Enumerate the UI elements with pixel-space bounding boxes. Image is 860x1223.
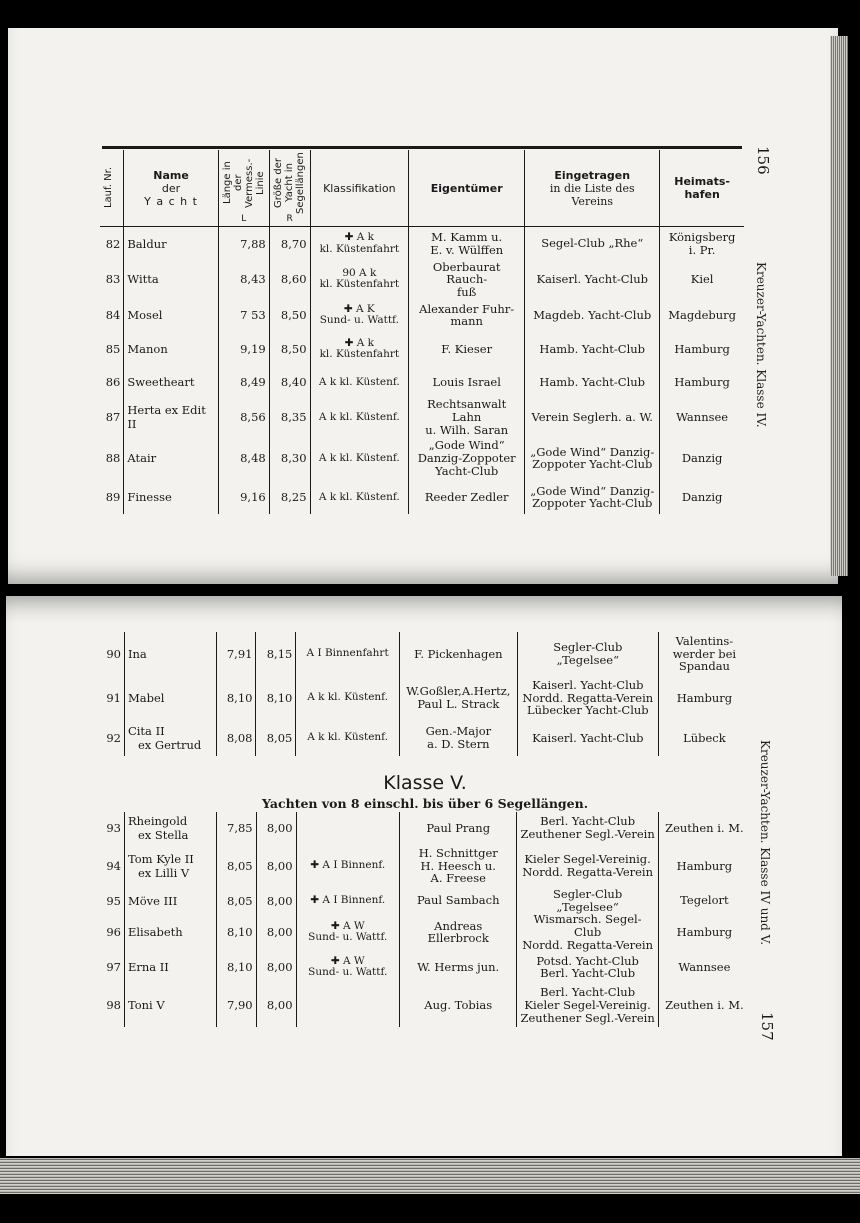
cell-line: ex Lilli V	[137, 866, 190, 880]
cell-laenge: 8,05	[216, 844, 256, 888]
cell-line: Magdeburg	[668, 308, 737, 323]
cell-line: werder bei	[672, 646, 737, 661]
cell-line: Kieler Segel-Vereinig.	[524, 852, 651, 867]
cell-eingetragen	[525, 398, 660, 436]
cell-eingetragen	[525, 227, 660, 261]
cell-heimatshafen	[660, 261, 744, 299]
cell-name: Mosel	[124, 298, 218, 332]
cell-line: A k kl. Küstenf.	[318, 451, 400, 464]
cell-line: Hamburg	[676, 858, 733, 873]
cell-line: Danzig	[681, 451, 723, 466]
cell-line: ✚ A k	[344, 231, 375, 244]
header-laenge: Länge in der Vermess.-Linie L	[218, 150, 269, 227]
table-klasse-iv-bottom	[100, 632, 750, 756]
cell-heimatshafen	[660, 366, 744, 398]
table-row	[100, 812, 750, 844]
cell-line: kl. Küstenfahrt	[319, 278, 400, 291]
cell-line: Hamburg	[676, 690, 733, 705]
cell-groesse: 8,25	[269, 480, 310, 514]
table-row	[100, 298, 744, 332]
cell-line: u. Wilh. Saran	[425, 422, 509, 437]
cell-laenge: 8,48	[218, 436, 269, 480]
cell-line: Tegelort	[680, 893, 729, 908]
cell-name: Manon	[124, 332, 218, 366]
cell-eigentuemer	[399, 951, 516, 983]
cell-groesse: 8,15	[256, 632, 296, 676]
cell-groesse: 8,40	[269, 366, 310, 398]
page-number-top: 156	[754, 146, 772, 175]
cell-eingetragen	[525, 436, 660, 480]
cell-nr: 85	[105, 342, 121, 357]
cell-line: ✚ A W	[330, 954, 365, 967]
table-row	[100, 366, 744, 398]
table-row	[100, 983, 750, 1027]
cell-line: Zeuthener Segl.-Verein	[520, 827, 655, 841]
cell-groesse: 8,60	[269, 261, 310, 299]
cell-line: Aug. Tobias	[424, 997, 493, 1012]
cell-line: A k kl. Küstenf.	[318, 490, 400, 503]
cell-name: Witta	[124, 261, 218, 299]
cell-line: Kaiserl. Yacht-Club	[536, 272, 648, 287]
cell-line: Segel-Club „Rhe“	[541, 236, 644, 251]
cell-name	[124, 676, 216, 720]
cell-line: Sund- u. Wattf.	[308, 966, 388, 979]
cell-nr: 94	[106, 859, 121, 873]
cell-line: Wannsee	[676, 410, 729, 425]
cell-eigentuemer	[409, 298, 525, 332]
cell-line: Paul L. Strack	[417, 697, 500, 711]
cell-line: Hamburg	[674, 375, 730, 390]
cell-nr: 97	[106, 960, 121, 975]
cell-name	[124, 888, 216, 913]
cell-eingetragen	[517, 913, 658, 951]
cell-line: Toni V	[127, 998, 165, 1013]
cell-line: Segler-Club „Tegelsee“	[553, 887, 623, 914]
cell-line: Lübecker Yacht-Club	[526, 703, 649, 718]
cell-heimatshafen	[658, 720, 750, 756]
running-head-bottom: Kreuzer-Yachten. Klasse IV und V.	[758, 740, 772, 946]
cell-heimatshafen	[658, 983, 750, 1027]
table-klasse-v	[100, 812, 750, 1027]
cell-nr: 91	[106, 691, 121, 705]
cell-klassifikation	[296, 913, 399, 951]
klasse-v-subtitle: Yachten von 8 einschl. bis über 6 Segellängen.	[261, 796, 589, 811]
cell-eigentuemer	[409, 480, 525, 514]
cell-nr: 84	[105, 308, 121, 323]
cell-heimatshafen	[660, 298, 744, 332]
cell-eingetragen	[525, 366, 660, 398]
cell-eingetragen	[525, 480, 660, 514]
cell-heimatshafen	[660, 332, 744, 366]
cell-heimatshafen	[658, 812, 750, 844]
cell-groesse: 8,10	[256, 676, 296, 720]
table-top-rule	[102, 146, 742, 149]
cell-line: Hamb. Yacht-Club	[539, 375, 646, 390]
cell-heimatshafen	[658, 913, 750, 951]
table-row	[100, 676, 750, 720]
cell-klassifikation	[310, 332, 409, 366]
cell-groesse: 8,00	[256, 844, 296, 888]
cell-name	[124, 632, 216, 676]
cell-line: F. Pickenhagen	[414, 646, 503, 661]
cell-heimatshafen	[658, 844, 750, 888]
cell-eingetragen	[517, 951, 658, 983]
cell-line: H. Schnittger	[418, 846, 498, 861]
cell-line: Segler-Club „Tegelsee“	[553, 640, 623, 667]
cell-line: Zeuthener Segl.-Verein	[520, 1010, 655, 1025]
page-edges-right	[830, 36, 848, 576]
cell-line: Berl. Yacht-Club	[540, 966, 636, 981]
cell-eigentuemer	[409, 436, 525, 480]
cell-laenge: 8,10	[216, 676, 256, 720]
cell-line: Magdeb. Yacht-Club	[533, 308, 652, 323]
cell-klassifikation	[310, 436, 409, 480]
cell-line: Valentins-	[675, 634, 734, 649]
cell-line: Spandau	[678, 659, 730, 674]
cell-eingetragen	[517, 676, 658, 720]
cell-laenge: 7,90	[216, 983, 256, 1027]
cell-laenge: 8,10	[216, 913, 256, 951]
cell-line: Danzig-Zoppoter	[417, 451, 516, 466]
cell-heimatshafen	[660, 398, 744, 436]
cell-line: mann	[450, 314, 483, 329]
cell-eingetragen	[517, 812, 658, 844]
cell-nr: 82	[105, 236, 121, 251]
cell-line: Nordd. Regatta-Verein	[522, 865, 654, 879]
cell-line: Sund- u. Wattf.	[319, 314, 399, 327]
cell-laenge: 7 53	[218, 298, 269, 332]
cell-line: Elisabeth	[127, 925, 183, 940]
klasse-v-title: Klasse V.	[383, 772, 467, 794]
cell-eingetragen	[517, 720, 658, 756]
cell-groesse: 8,00	[256, 983, 296, 1027]
cell-groesse: 8,50	[269, 332, 310, 366]
cell-line: kl. Küstenfahrt	[319, 348, 400, 361]
cell-klassifikation	[296, 888, 399, 913]
cell-line: Ina	[127, 647, 147, 661]
cell-line: Königsberg	[668, 230, 736, 245]
cell-nr: 96	[106, 925, 121, 940]
cell-line: „Gode Wind“ Danzig-	[530, 444, 655, 459]
cell-line: A k kl. Küstenf.	[307, 731, 389, 744]
cell-groesse: 8,05	[256, 720, 296, 756]
cell-line: Sund- u. Wattf.	[308, 931, 388, 944]
page-number-bottom: 157	[758, 1012, 776, 1041]
cell-eingetragen	[517, 983, 658, 1027]
cell-klassifikation	[296, 720, 400, 756]
cell-klassifikation	[296, 676, 400, 720]
cell-heimatshafen	[658, 676, 750, 720]
cell-name: Baldur	[124, 227, 218, 261]
cell-line: i. Pr.	[688, 242, 716, 257]
cell-name	[124, 844, 216, 888]
cell-line: Wannsee	[678, 959, 731, 974]
cell-line: Berl. Yacht-Club	[540, 985, 636, 1000]
cell-eigentuemer	[409, 398, 525, 436]
cell-line: ex Stella	[137, 828, 189, 842]
cell-eingetragen	[517, 632, 658, 676]
cell-klassifikation	[310, 261, 409, 299]
cell-klassifikation	[296, 983, 399, 1027]
cell-eigentuemer	[399, 676, 517, 720]
cell-groesse: 8,35	[269, 398, 310, 436]
cell-line: Paul Sambach	[416, 893, 500, 908]
table-row	[100, 480, 744, 514]
cell-line: Tom Kyle II	[127, 852, 194, 866]
cell-heimatshafen	[660, 227, 744, 261]
table-row	[100, 436, 744, 480]
header-eigentuemer: Eigentümer	[409, 150, 525, 227]
cell-line: Zeuthen i. M.	[665, 820, 744, 835]
header-name: Name der Y a c h t	[124, 150, 218, 227]
cell-heimatshafen	[658, 888, 750, 913]
cell-laenge: 9,19	[218, 332, 269, 366]
cell-line: Kieler Segel-Vereinig.	[524, 997, 651, 1012]
cell-line: Gen.-Major	[425, 724, 492, 739]
cell-line: Zoppoter Yacht-Club	[532, 496, 653, 511]
cell-line: Zeuthen i. M.	[665, 997, 744, 1012]
cell-groesse: 8,30	[269, 436, 310, 480]
cell-line: Kiel	[690, 272, 714, 287]
cell-line: Hamburg	[674, 342, 730, 357]
header-heimatshafen: Heimats- hafen	[660, 150, 744, 227]
cell-line: Reeder Zedler	[424, 490, 509, 505]
cell-nr: 87	[105, 410, 121, 425]
cell-klassifikation	[310, 227, 409, 261]
table-row	[100, 261, 744, 299]
cell-line: kl. Küstenfahrt	[319, 242, 400, 255]
cell-line: Yacht-Club	[435, 463, 499, 478]
cell-line: ✚ A k	[344, 336, 375, 349]
cell-nr: 86	[105, 375, 121, 390]
table-row	[100, 332, 744, 366]
cell-name: Herta ex Edit II	[124, 398, 218, 436]
cell-line: A I Binnenfahrt	[306, 647, 389, 660]
cell-line: Lübeck	[683, 730, 726, 745]
cell-line: 90 A k	[342, 266, 377, 279]
cell-eigentuemer	[399, 812, 516, 844]
cell-nr: 89	[105, 490, 121, 505]
cell-line: Paul Prang	[426, 820, 491, 835]
cell-line: A k kl. Küstenf.	[318, 410, 400, 423]
cell-klassifikation	[296, 632, 400, 676]
cell-nr: 92	[106, 731, 121, 745]
cell-heimatshafen	[658, 632, 750, 676]
cell-line: A k kl. Küstenf.	[318, 375, 400, 388]
cell-laenge: 8,10	[216, 951, 256, 983]
cell-line: Wismarsch. Segel-Club	[533, 912, 642, 939]
cell-line: M. Kamm u.	[431, 230, 503, 245]
cell-line: Cita II	[127, 724, 165, 738]
cell-groesse: 8,00	[256, 913, 296, 951]
cell-klassifikation	[310, 298, 409, 332]
cell-laenge: 8,08	[216, 720, 256, 756]
cell-nr: 88	[105, 451, 121, 466]
cell-groesse: 8,50	[269, 298, 310, 332]
cell-line: ✚ A I Binnenf.	[310, 893, 386, 906]
cell-groesse: 8,70	[269, 227, 310, 261]
table-row	[100, 844, 750, 888]
table-row	[100, 888, 750, 913]
cell-line: fuß	[457, 284, 477, 299]
header-eingetragen: Eingetragen in die Liste des Vereins	[525, 150, 660, 227]
cell-line: Danzig	[681, 490, 723, 505]
cell-line: E. v. Wülffen	[430, 242, 504, 257]
cell-name: Sweetheart	[124, 366, 218, 398]
table-row	[100, 720, 750, 756]
cell-line: Zoppoter Yacht-Club	[532, 457, 653, 472]
cell-line: ✚ A I Binnenf.	[310, 859, 386, 872]
cell-line: Nordd. Regatta-Verein	[522, 937, 654, 952]
table-row	[100, 951, 750, 983]
cell-eigentuemer	[399, 913, 516, 951]
cell-eigentuemer	[399, 888, 516, 913]
cell-nr: 93	[106, 821, 121, 835]
header-lauf-nr: Lauf. Nr.	[100, 150, 124, 227]
cell-laenge: 7,88	[218, 227, 269, 261]
cell-eigentuemer	[399, 844, 516, 888]
cell-klassifikation	[310, 480, 409, 514]
cell-laenge: 7,91	[216, 632, 256, 676]
cell-groesse: 8,00	[256, 812, 296, 844]
page-edges-bottom	[0, 1158, 860, 1194]
cell-line: W. Herms jun.	[417, 959, 500, 974]
cell-heimatshafen	[660, 436, 744, 480]
cell-line: ex Gertrud	[137, 738, 202, 752]
cell-line: Alexander Fuhr-	[419, 301, 515, 316]
cell-line: W.Goßler,A.Hertz,	[406, 684, 511, 699]
table-row	[100, 227, 744, 261]
cell-name: Atair	[124, 436, 218, 480]
cell-klassifikation	[296, 951, 399, 983]
cell-line: A. Freese	[430, 871, 486, 886]
cell-line: Berl. Yacht-Club	[540, 814, 636, 829]
cell-eigentuemer	[399, 983, 516, 1027]
cell-name: Finesse	[124, 480, 218, 514]
cell-eigentuemer	[409, 261, 525, 299]
cell-line: Möve III	[127, 893, 178, 908]
cell-line: ✚ A K	[343, 302, 375, 315]
cell-name	[124, 812, 216, 844]
cell-eingetragen	[525, 332, 660, 366]
cell-line: „Gode Wind“ Danzig-	[530, 483, 655, 498]
cell-line: „Gode Wind“	[428, 438, 505, 453]
cell-eigentuemer	[399, 720, 517, 756]
cell-nr: 83	[105, 272, 121, 287]
cell-name	[124, 720, 216, 756]
cell-klassifikation	[296, 812, 399, 844]
cell-laenge: 7,85	[216, 812, 256, 844]
cell-eingetragen	[525, 298, 660, 332]
cell-line: A k kl. Küstenf.	[307, 691, 389, 704]
cell-laenge: 8,43	[218, 261, 269, 299]
cell-klassifikation	[310, 366, 409, 398]
header-klassifikation: Klassifikation	[310, 150, 409, 227]
cell-line: Andreas	[434, 918, 483, 933]
cell-line: Ellerbrock	[427, 931, 489, 946]
running-head-top: Kreuzer-Yachten. Klasse IV.	[754, 262, 768, 428]
cell-line: Rheingold	[127, 814, 188, 828]
cell-line: Nordd. Regatta-Verein	[522, 690, 654, 705]
cell-line: Erna II	[127, 960, 169, 975]
cell-eigentuemer	[399, 632, 517, 676]
cell-klassifikation	[310, 398, 409, 436]
cell-nr: 90	[106, 647, 121, 661]
table-row	[100, 632, 750, 676]
cell-nr: 98	[106, 998, 121, 1013]
cell-eigentuemer	[409, 332, 525, 366]
cell-name	[124, 951, 216, 983]
cell-groesse: 8,00	[256, 951, 296, 983]
cell-name	[124, 983, 216, 1027]
cell-eingetragen	[517, 888, 658, 913]
cell-laenge: 9,16	[218, 480, 269, 514]
cell-line: Kaiserl. Yacht-Club	[532, 730, 644, 745]
cell-line: ✚ A W	[330, 919, 365, 932]
cell-line: Potsd. Yacht-Club	[536, 953, 639, 968]
cell-line: Rechtsanwalt Lahn	[427, 397, 507, 425]
header-groesse: Größe der Yacht in Segellängen R	[269, 150, 310, 227]
cell-name	[124, 913, 216, 951]
cell-laenge: 8,49	[218, 366, 269, 398]
cell-eigentuemer	[409, 366, 525, 398]
cell-groesse: 8,00	[256, 888, 296, 913]
table-row	[100, 913, 750, 951]
cell-eigentuemer	[409, 227, 525, 261]
cell-line: Kaiserl. Yacht-Club	[532, 678, 644, 693]
cell-line: Louis Israel	[432, 375, 501, 390]
cell-line: Hamb. Yacht-Club	[539, 342, 646, 357]
cell-klassifikation	[296, 844, 399, 888]
cell-laenge: 8,05	[216, 888, 256, 913]
cell-nr: 95	[106, 893, 121, 908]
table-row	[100, 398, 744, 436]
table-klasse-iv-top	[100, 150, 744, 514]
cell-laenge: 8,56	[218, 398, 269, 436]
cell-line: Mabel	[127, 691, 165, 705]
cell-eingetragen	[525, 261, 660, 299]
cell-heimatshafen	[660, 480, 744, 514]
cell-line: F. Kieser	[441, 342, 493, 357]
cell-heimatshafen	[658, 951, 750, 983]
cell-line: Hamburg	[676, 924, 733, 939]
cell-line: H. Heesch u.	[420, 858, 496, 873]
cell-line: a. D. Stern	[427, 737, 490, 751]
cell-eingetragen	[517, 844, 658, 888]
cell-line: Verein Seglerh. a. W.	[531, 410, 653, 425]
cell-line: Oberbaurat Rauch-	[432, 259, 501, 287]
